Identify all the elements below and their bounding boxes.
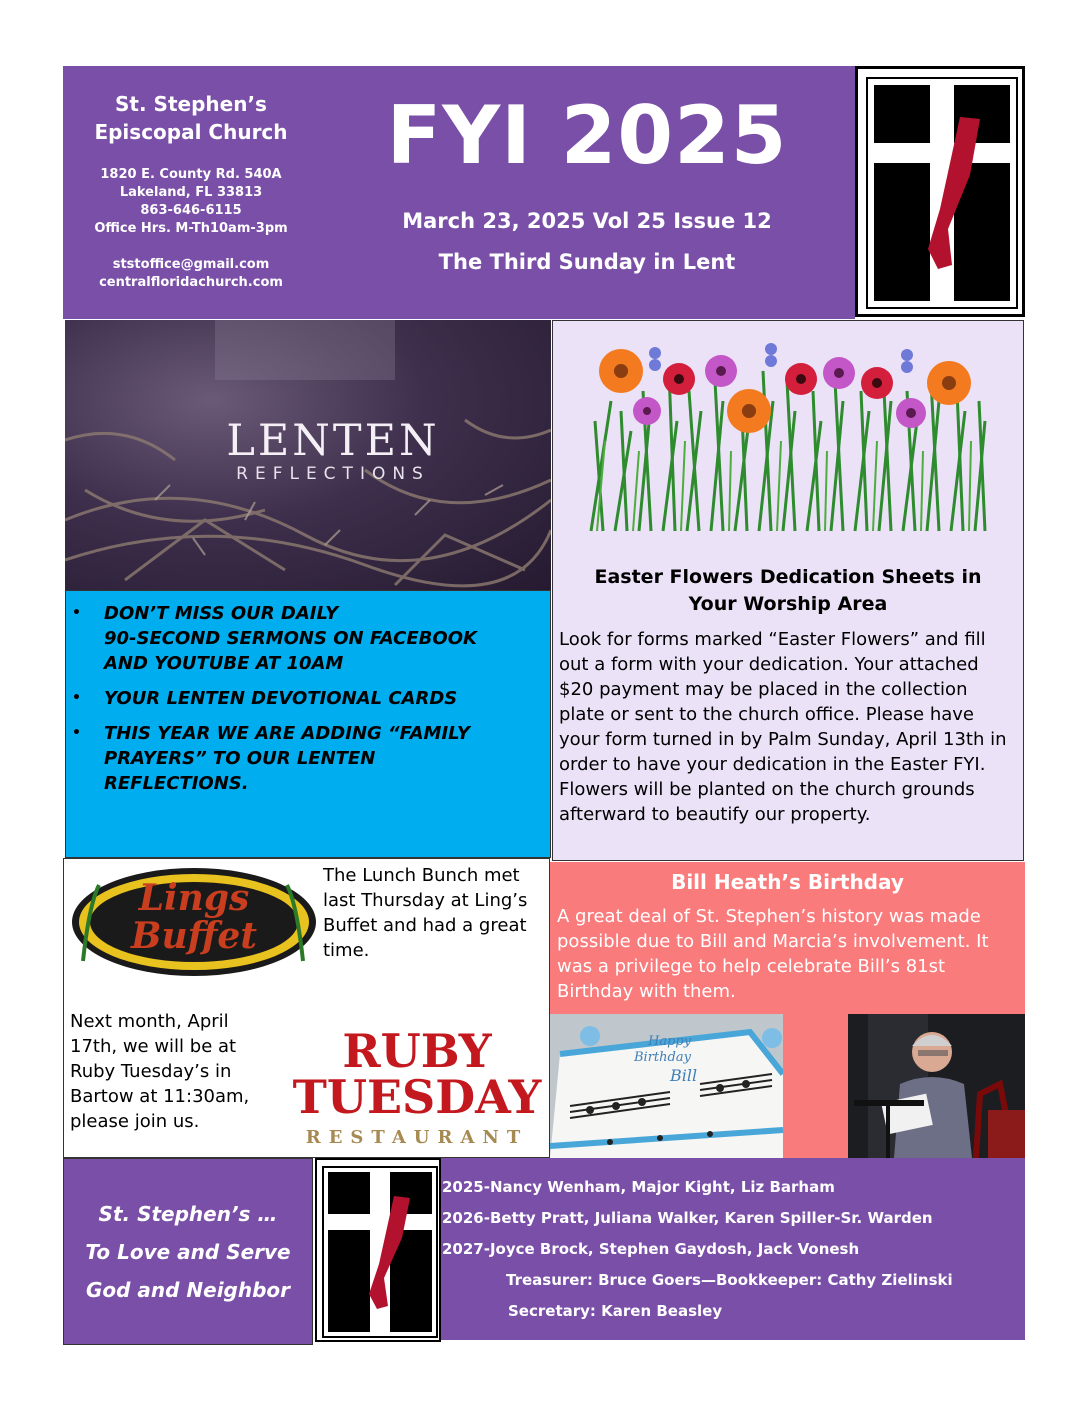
church-motto xyxy=(63,1158,313,1345)
lenten-title: LENTEN xyxy=(226,416,440,466)
bullet-text: • THIS YEAR WE ARE ADDING “FAMILY xyxy=(104,723,470,744)
list-item xyxy=(104,686,550,711)
ruby-logo-text: RUBY xyxy=(342,1024,492,1078)
cake-text: Birthday xyxy=(634,1050,691,1065)
lunch-bunch-section xyxy=(63,858,550,1158)
address-city: Lakeland, FL 33813 xyxy=(119,185,263,200)
birthday-section xyxy=(550,862,1025,1158)
church-name-line2: Episcopal Church xyxy=(94,120,288,144)
ruby-logo-text: RESTAURANT xyxy=(305,1127,529,1148)
ruby-logo-text: TUESDAY xyxy=(292,1070,542,1124)
lenten-subtitle: REFLECTIONS xyxy=(236,464,430,484)
bullet-text: AND YOUTUBE AT 10AM xyxy=(104,653,344,674)
lings-logo-text: Lings xyxy=(138,877,250,919)
masthead xyxy=(319,66,855,319)
lenten-announcements xyxy=(65,590,551,858)
secretary: Secretary: Karen Beasley xyxy=(508,1302,723,1320)
announcement-list xyxy=(66,601,550,796)
vestry-list xyxy=(441,1158,1025,1340)
newsletter-title: FYI 2025 xyxy=(386,89,788,182)
lunch-bunch-next: Next month, April 17th, we will be at Ruby Tuesday’s in Bartow at 11:30am, please join us. xyxy=(70,1011,250,1132)
easter-flowers-heading xyxy=(563,564,1013,618)
motto-line1: St. Stephen’s … xyxy=(98,1202,278,1226)
vestry-class-2027: 2027-Joyce Brock, Stephen Gaydosh, Jack Vonesh xyxy=(442,1240,860,1258)
motto-line2: To Love and Serve xyxy=(85,1240,291,1264)
birthday-body: A great deal of St. Stephen’s history was made possible due to Bill and Marcia’s involvement. It was a privilege to help celebrate Bill’s 81st Birthday with them. xyxy=(557,906,989,1002)
lings-buffet-logo xyxy=(69,865,319,979)
bill-heath-photo xyxy=(848,1014,1025,1158)
church-phone: 863-646-6115 xyxy=(140,203,242,218)
bullet-text: 90-SECOND SERMONS ON FACEBOOK xyxy=(104,628,477,649)
treasurer-bookkeeper: Treasurer: Bruce Goers—Bookkeeper: Cathy Zielinski xyxy=(506,1271,953,1289)
easter-flowers-section xyxy=(552,320,1024,861)
cake-text: Happy xyxy=(648,1034,692,1049)
church-info-panel xyxy=(63,66,319,319)
lings-logo-text: Buffet xyxy=(131,915,257,957)
bullet-text: • DON’T MISS OUR DAILY xyxy=(104,603,339,624)
lenten-reflections-image xyxy=(65,320,551,590)
motto-line3: God and Neighbor xyxy=(85,1278,291,1302)
easter-flowers-body: Look for forms marked “Easter Flowers” and fill out a form with your dedication. Your attached $20 payment may be placed in the collection plate or sent to the church office. Please have your form turned in by Palm Sunday, April 13th in order to have your dedication in the Easter FYI. Flowers will be planted on the church grounds afterward to beautify our property. xyxy=(559,629,1007,825)
lunch-bunch-recap: The Lunch Bunch met last Thursday at Ling’s Buffet and had a great time. xyxy=(323,865,528,961)
vestry-class-2025: 2025-Nancy Wenham, Major Kight, Liz Barham xyxy=(442,1178,835,1196)
church-website[interactable]: centralfloridachurch.com xyxy=(99,275,283,290)
list-item xyxy=(104,601,550,676)
church-address xyxy=(63,166,319,238)
bullet-text: PRAYERS” TO OUR LENTEN xyxy=(104,748,376,769)
church-email[interactable]: ststoffice@gmail.com xyxy=(112,257,270,272)
issue-date: March 23, 2025 Vol 25 Issue 12 xyxy=(402,209,772,233)
liturgical-sunday: The Third Sunday in Lent xyxy=(438,250,736,274)
church-contact xyxy=(63,256,319,292)
ruby-tuesday-logo xyxy=(286,1019,548,1154)
birthday-heading: Bill Heath’s Birthday xyxy=(671,870,904,894)
church-name xyxy=(63,90,319,146)
heading-line2: Your Worship Area xyxy=(688,593,888,615)
list-item xyxy=(104,721,550,796)
flower-illustration xyxy=(581,331,993,533)
footer-logo xyxy=(315,1158,441,1342)
cross-stole-icon xyxy=(866,77,1018,309)
church-logo xyxy=(855,66,1025,317)
cross-stole-icon xyxy=(322,1166,438,1338)
vestry-class-2026: 2026-Betty Pratt, Juliana Walker, Karen Spiller-Sr. Warden xyxy=(442,1209,933,1227)
bullet-text: REFLECTIONS. xyxy=(104,773,249,794)
bullet-text: • YOUR LENTEN DEVOTIONAL CARDS xyxy=(104,688,458,709)
birthday-cake-photo xyxy=(550,1014,783,1158)
church-name-line1: St. Stephen’s xyxy=(115,92,267,116)
cake-text: Bill xyxy=(670,1066,698,1085)
heading-line1: Easter Flowers Dedication Sheets in xyxy=(594,566,982,588)
office-hours: Office Hrs. M-Th10am-3pm xyxy=(94,221,288,236)
address-street: 1820 E. County Rd. 540A xyxy=(100,167,282,182)
